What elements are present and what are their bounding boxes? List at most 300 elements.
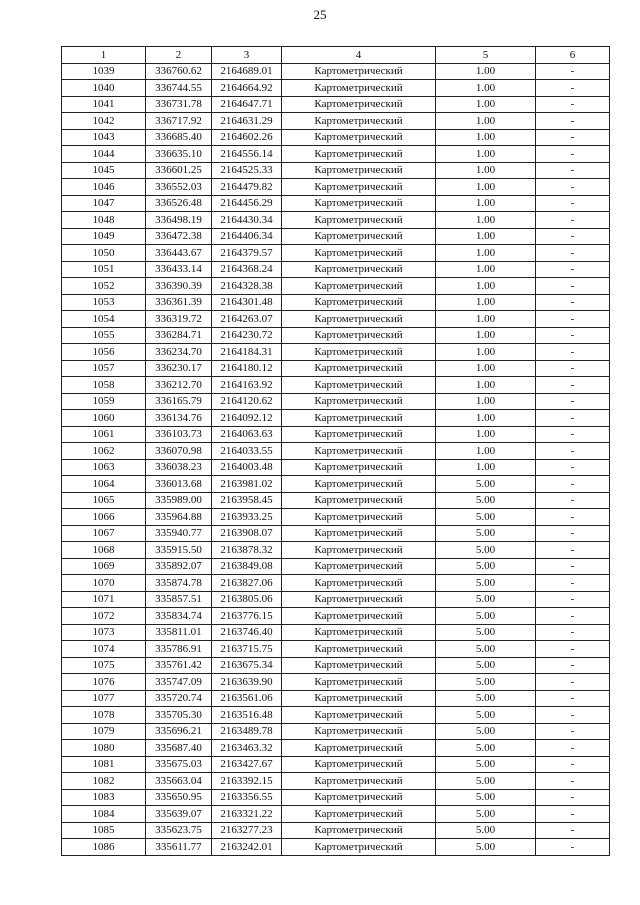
- table-row: [62, 575, 610, 592]
- y-coordinate-cell: 2163561.06: [212, 690, 282, 707]
- note-cell: -: [536, 113, 610, 130]
- accuracy-cell: 5.00: [436, 806, 536, 823]
- accuracy-cell: 1.00: [436, 426, 536, 443]
- note-cell: -: [536, 294, 610, 311]
- method-cell: Картометрический: [282, 426, 436, 443]
- method-cell: Картометрический: [282, 129, 436, 146]
- method-cell: Картометрический: [282, 476, 436, 493]
- method-cell: Картометрический: [282, 410, 436, 427]
- y-coordinate-cell: 2164479.82: [212, 179, 282, 196]
- y-coordinate-cell: 2164263.07: [212, 311, 282, 328]
- method-cell: Картометрический: [282, 839, 436, 856]
- point-number-cell: 1066: [62, 509, 146, 526]
- method-cell: Картометрический: [282, 459, 436, 476]
- x-coordinate-cell: 336319.72: [146, 311, 212, 328]
- note-cell: -: [536, 492, 610, 509]
- note-cell: -: [536, 228, 610, 245]
- accuracy-cell: 5.00: [436, 575, 536, 592]
- note-cell: -: [536, 806, 610, 823]
- table-row: [62, 459, 610, 476]
- method-cell: Картометрический: [282, 80, 436, 97]
- table-row: [62, 311, 610, 328]
- table-row: [62, 525, 610, 542]
- x-coordinate-cell: 336635.10: [146, 146, 212, 163]
- coordinates-table: [61, 46, 610, 856]
- accuracy-cell: 1.00: [436, 195, 536, 212]
- note-cell: -: [536, 459, 610, 476]
- table-row: [62, 723, 610, 740]
- method-cell: Картометрический: [282, 212, 436, 229]
- note-cell: -: [536, 195, 610, 212]
- table-row: [62, 360, 610, 377]
- note-cell: -: [536, 344, 610, 361]
- note-cell: -: [536, 690, 610, 707]
- point-number-cell: 1060: [62, 410, 146, 427]
- table-row: [62, 245, 610, 262]
- note-cell: -: [536, 443, 610, 460]
- method-cell: Картометрический: [282, 228, 436, 245]
- x-coordinate-cell: 336731.78: [146, 96, 212, 113]
- note-cell: -: [536, 740, 610, 757]
- y-coordinate-cell: 2164180.12: [212, 360, 282, 377]
- note-cell: -: [536, 63, 610, 80]
- point-number-cell: 1049: [62, 228, 146, 245]
- x-coordinate-cell: 336601.25: [146, 162, 212, 179]
- accuracy-cell: 5.00: [436, 542, 536, 559]
- method-cell: Картометрический: [282, 179, 436, 196]
- note-cell: -: [536, 509, 610, 526]
- point-number-cell: 1052: [62, 278, 146, 295]
- point-number-cell: 1042: [62, 113, 146, 130]
- note-cell: -: [536, 162, 610, 179]
- method-cell: Картометрический: [282, 789, 436, 806]
- x-coordinate-cell: 336284.71: [146, 327, 212, 344]
- note-cell: -: [536, 575, 610, 592]
- table-row: [62, 146, 610, 163]
- table-row: [62, 492, 610, 509]
- note-cell: -: [536, 789, 610, 806]
- point-number-cell: 1046: [62, 179, 146, 196]
- x-coordinate-cell: 336498.19: [146, 212, 212, 229]
- y-coordinate-cell: 2164301.48: [212, 294, 282, 311]
- accuracy-cell: 1.00: [436, 459, 536, 476]
- method-cell: Картометрический: [282, 657, 436, 674]
- method-cell: Картометрический: [282, 294, 436, 311]
- column-header: 6: [536, 47, 610, 64]
- accuracy-cell: 1.00: [436, 278, 536, 295]
- x-coordinate-cell: 336472.38: [146, 228, 212, 245]
- x-coordinate-cell: 335786.91: [146, 641, 212, 658]
- column-header: 4: [282, 47, 436, 64]
- accuracy-cell: 1.00: [436, 377, 536, 394]
- accuracy-cell: 5.00: [436, 839, 536, 856]
- note-cell: -: [536, 542, 610, 559]
- point-number-cell: 1039: [62, 63, 146, 80]
- accuracy-cell: 5.00: [436, 657, 536, 674]
- point-number-cell: 1083: [62, 789, 146, 806]
- point-number-cell: 1086: [62, 839, 146, 856]
- x-coordinate-cell: 335675.03: [146, 756, 212, 773]
- y-coordinate-cell: 2163746.40: [212, 624, 282, 641]
- accuracy-cell: 1.00: [436, 344, 536, 361]
- note-cell: -: [536, 146, 610, 163]
- point-number-cell: 1074: [62, 641, 146, 658]
- table-row: [62, 641, 610, 658]
- y-coordinate-cell: 2164092.12: [212, 410, 282, 427]
- accuracy-cell: 1.00: [436, 261, 536, 278]
- header-row: [62, 47, 610, 64]
- x-coordinate-cell: 336038.23: [146, 459, 212, 476]
- method-cell: Картометрический: [282, 261, 436, 278]
- point-number-cell: 1041: [62, 96, 146, 113]
- table-row: [62, 327, 610, 344]
- method-cell: Картометрический: [282, 608, 436, 625]
- accuracy-cell: 1.00: [436, 146, 536, 163]
- point-number-cell: 1061: [62, 426, 146, 443]
- note-cell: -: [536, 80, 610, 97]
- method-cell: Картометрический: [282, 327, 436, 344]
- table-row: [62, 113, 610, 130]
- point-number-cell: 1073: [62, 624, 146, 641]
- y-coordinate-cell: 2163356.55: [212, 789, 282, 806]
- accuracy-cell: 5.00: [436, 509, 536, 526]
- page-number: 25: [313, 7, 327, 22]
- accuracy-cell: 5.00: [436, 756, 536, 773]
- accuracy-cell: 5.00: [436, 624, 536, 641]
- accuracy-cell: 1.00: [436, 179, 536, 196]
- method-cell: Картометрический: [282, 690, 436, 707]
- accuracy-cell: 1.00: [436, 327, 536, 344]
- note-cell: -: [536, 608, 610, 625]
- x-coordinate-cell: 335611.77: [146, 839, 212, 856]
- x-coordinate-cell: 335705.30: [146, 707, 212, 724]
- point-number-cell: 1063: [62, 459, 146, 476]
- point-number-cell: 1080: [62, 740, 146, 757]
- x-coordinate-cell: 336744.55: [146, 80, 212, 97]
- table-row: [62, 195, 610, 212]
- point-number-cell: 1077: [62, 690, 146, 707]
- x-coordinate-cell: 335639.07: [146, 806, 212, 823]
- method-cell: Картометрический: [282, 393, 436, 410]
- table-row: [62, 806, 610, 823]
- y-coordinate-cell: 2163489.78: [212, 723, 282, 740]
- point-number-cell: 1043: [62, 129, 146, 146]
- y-coordinate-cell: 2164120.62: [212, 393, 282, 410]
- accuracy-cell: 5.00: [436, 476, 536, 493]
- x-coordinate-cell: 336134.76: [146, 410, 212, 427]
- point-number-cell: 1075: [62, 657, 146, 674]
- accuracy-cell: 1.00: [436, 311, 536, 328]
- method-cell: Картометрический: [282, 624, 436, 641]
- accuracy-cell: 5.00: [436, 641, 536, 658]
- x-coordinate-cell: 336070.98: [146, 443, 212, 460]
- method-cell: Картометрический: [282, 443, 436, 460]
- note-cell: -: [536, 327, 610, 344]
- point-number-cell: 1053: [62, 294, 146, 311]
- note-cell: -: [536, 377, 610, 394]
- accuracy-cell: 5.00: [436, 789, 536, 806]
- table-row: [62, 80, 610, 97]
- table-row: [62, 657, 610, 674]
- table-row: [62, 476, 610, 493]
- accuracy-cell: 1.00: [436, 410, 536, 427]
- y-coordinate-cell: 2163933.25: [212, 509, 282, 526]
- table-row: [62, 278, 610, 295]
- y-coordinate-cell: 2163715.75: [212, 641, 282, 658]
- accuracy-cell: 1.00: [436, 294, 536, 311]
- y-coordinate-cell: 2164184.31: [212, 344, 282, 361]
- table-row: [62, 212, 610, 229]
- accuracy-cell: 5.00: [436, 707, 536, 724]
- accuracy-cell: 1.00: [436, 63, 536, 80]
- table-row: [62, 608, 610, 625]
- x-coordinate-cell: 336433.14: [146, 261, 212, 278]
- table-row: [62, 839, 610, 856]
- method-cell: Картометрический: [282, 773, 436, 790]
- x-coordinate-cell: 336230.17: [146, 360, 212, 377]
- point-number-cell: 1085: [62, 822, 146, 839]
- y-coordinate-cell: 2163981.02: [212, 476, 282, 493]
- table-row: [62, 443, 610, 460]
- point-number-cell: 1040: [62, 80, 146, 97]
- method-cell: Картометрический: [282, 311, 436, 328]
- y-coordinate-cell: 2163242.01: [212, 839, 282, 856]
- y-coordinate-cell: 2164230.72: [212, 327, 282, 344]
- note-cell: -: [536, 476, 610, 493]
- note-cell: -: [536, 839, 610, 856]
- x-coordinate-cell: 335720.74: [146, 690, 212, 707]
- y-coordinate-cell: 2163392.15: [212, 773, 282, 790]
- table-row: [62, 624, 610, 641]
- accuracy-cell: 5.00: [436, 723, 536, 740]
- x-coordinate-cell: 336552.03: [146, 179, 212, 196]
- x-coordinate-cell: 335811.01: [146, 624, 212, 641]
- table-row: [62, 822, 610, 839]
- y-coordinate-cell: 2163908.07: [212, 525, 282, 542]
- y-coordinate-cell: 2164664.92: [212, 80, 282, 97]
- accuracy-cell: 5.00: [436, 492, 536, 509]
- point-number-cell: 1081: [62, 756, 146, 773]
- method-cell: Картометрический: [282, 591, 436, 608]
- method-cell: Картометрический: [282, 377, 436, 394]
- y-coordinate-cell: 2163805.06: [212, 591, 282, 608]
- point-number-cell: 1065: [62, 492, 146, 509]
- x-coordinate-cell: 335892.07: [146, 558, 212, 575]
- note-cell: -: [536, 96, 610, 113]
- x-coordinate-cell: 335687.40: [146, 740, 212, 757]
- point-number-cell: 1071: [62, 591, 146, 608]
- method-cell: Картометрический: [282, 146, 436, 163]
- x-coordinate-cell: 335650.95: [146, 789, 212, 806]
- note-cell: -: [536, 360, 610, 377]
- method-cell: Картометрический: [282, 558, 436, 575]
- point-number-cell: 1057: [62, 360, 146, 377]
- accuracy-cell: 5.00: [436, 525, 536, 542]
- column-header: 5: [436, 47, 536, 64]
- method-cell: Картометрический: [282, 509, 436, 526]
- y-coordinate-cell: 2164689.01: [212, 63, 282, 80]
- method-cell: Картометрический: [282, 575, 436, 592]
- method-cell: Картометрический: [282, 162, 436, 179]
- accuracy-cell: 5.00: [436, 773, 536, 790]
- table-row: [62, 377, 610, 394]
- point-number-cell: 1051: [62, 261, 146, 278]
- note-cell: -: [536, 641, 610, 658]
- point-number-cell: 1056: [62, 344, 146, 361]
- table-row: [62, 294, 610, 311]
- note-cell: -: [536, 773, 610, 790]
- accuracy-cell: 1.00: [436, 162, 536, 179]
- point-number-cell: 1058: [62, 377, 146, 394]
- point-number-cell: 1072: [62, 608, 146, 625]
- accuracy-cell: 5.00: [436, 591, 536, 608]
- note-cell: -: [536, 278, 610, 295]
- y-coordinate-cell: 2164406.34: [212, 228, 282, 245]
- x-coordinate-cell: 335940.77: [146, 525, 212, 542]
- point-number-cell: 1059: [62, 393, 146, 410]
- note-cell: -: [536, 261, 610, 278]
- table-row: [62, 63, 610, 80]
- point-number-cell: 1069: [62, 558, 146, 575]
- x-coordinate-cell: 335761.42: [146, 657, 212, 674]
- point-number-cell: 1064: [62, 476, 146, 493]
- method-cell: Картометрический: [282, 674, 436, 691]
- x-coordinate-cell: 336212.70: [146, 377, 212, 394]
- y-coordinate-cell: 2164368.24: [212, 261, 282, 278]
- table-row: [62, 789, 610, 806]
- method-cell: Картометрический: [282, 344, 436, 361]
- x-coordinate-cell: 335623.75: [146, 822, 212, 839]
- table-row: [62, 344, 610, 361]
- table-header: [62, 47, 610, 64]
- accuracy-cell: 1.00: [436, 113, 536, 130]
- y-coordinate-cell: 2163277.23: [212, 822, 282, 839]
- method-cell: Картометрический: [282, 492, 436, 509]
- method-cell: Картометрический: [282, 641, 436, 658]
- accuracy-cell: 1.00: [436, 245, 536, 262]
- x-coordinate-cell: 336234.70: [146, 344, 212, 361]
- accuracy-cell: 5.00: [436, 608, 536, 625]
- y-coordinate-cell: 2163827.06: [212, 575, 282, 592]
- table-row: [62, 228, 610, 245]
- method-cell: Картометрический: [282, 113, 436, 130]
- y-coordinate-cell: 2163878.32: [212, 542, 282, 559]
- x-coordinate-cell: 335964.88: [146, 509, 212, 526]
- method-cell: Картометрический: [282, 195, 436, 212]
- y-coordinate-cell: 2164525.33: [212, 162, 282, 179]
- note-cell: -: [536, 410, 610, 427]
- y-coordinate-cell: 2164379.57: [212, 245, 282, 262]
- table-row: [62, 740, 610, 757]
- accuracy-cell: 5.00: [436, 674, 536, 691]
- accuracy-cell: 5.00: [436, 822, 536, 839]
- table-row: [62, 773, 610, 790]
- accuracy-cell: 5.00: [436, 558, 536, 575]
- method-cell: Картометрический: [282, 278, 436, 295]
- accuracy-cell: 1.00: [436, 212, 536, 229]
- note-cell: -: [536, 591, 610, 608]
- accuracy-cell: 1.00: [436, 96, 536, 113]
- point-number-cell: 1055: [62, 327, 146, 344]
- accuracy-cell: 5.00: [436, 690, 536, 707]
- note-cell: -: [536, 657, 610, 674]
- table-row: [62, 690, 610, 707]
- accuracy-cell: 1.00: [436, 393, 536, 410]
- point-number-cell: 1078: [62, 707, 146, 724]
- x-coordinate-cell: 336013.68: [146, 476, 212, 493]
- x-coordinate-cell: 336526.48: [146, 195, 212, 212]
- point-number-cell: 1045: [62, 162, 146, 179]
- column-header: 3: [212, 47, 282, 64]
- point-number-cell: 1082: [62, 773, 146, 790]
- y-coordinate-cell: 2164602.26: [212, 129, 282, 146]
- x-coordinate-cell: 336443.67: [146, 245, 212, 262]
- table-row: [62, 542, 610, 559]
- point-number-cell: 1044: [62, 146, 146, 163]
- y-coordinate-cell: 2163427.67: [212, 756, 282, 773]
- y-coordinate-cell: 2163639.90: [212, 674, 282, 691]
- table-row: [62, 96, 610, 113]
- table-row: [62, 426, 610, 443]
- note-cell: -: [536, 723, 610, 740]
- method-cell: Картометрический: [282, 707, 436, 724]
- y-coordinate-cell: 2164430.34: [212, 212, 282, 229]
- accuracy-cell: 1.00: [436, 228, 536, 245]
- method-cell: Картометрический: [282, 740, 436, 757]
- point-number-cell: 1062: [62, 443, 146, 460]
- note-cell: -: [536, 674, 610, 691]
- point-number-cell: 1084: [62, 806, 146, 823]
- accuracy-cell: 1.00: [436, 80, 536, 97]
- x-coordinate-cell: 336717.92: [146, 113, 212, 130]
- note-cell: -: [536, 756, 610, 773]
- table-row: [62, 707, 610, 724]
- note-cell: -: [536, 822, 610, 839]
- method-cell: Картометрический: [282, 525, 436, 542]
- table-body: [62, 63, 610, 855]
- table-row: [62, 756, 610, 773]
- point-number-cell: 1054: [62, 311, 146, 328]
- x-coordinate-cell: 336361.39: [146, 294, 212, 311]
- accuracy-cell: 1.00: [436, 443, 536, 460]
- table-row: [62, 162, 610, 179]
- accuracy-cell: 5.00: [436, 740, 536, 757]
- x-coordinate-cell: 335747.09: [146, 674, 212, 691]
- note-cell: -: [536, 129, 610, 146]
- point-number-cell: 1048: [62, 212, 146, 229]
- y-coordinate-cell: 2164033.55: [212, 443, 282, 460]
- y-coordinate-cell: 2163463.32: [212, 740, 282, 757]
- method-cell: Картометрический: [282, 63, 436, 80]
- column-header: 1: [62, 47, 146, 64]
- table-row: [62, 179, 610, 196]
- y-coordinate-cell: 2164631.29: [212, 113, 282, 130]
- method-cell: Картометрический: [282, 822, 436, 839]
- column-header: 2: [146, 47, 212, 64]
- method-cell: Картометрический: [282, 542, 436, 559]
- table-row: [62, 674, 610, 691]
- note-cell: -: [536, 558, 610, 575]
- table-row: [62, 509, 610, 526]
- y-coordinate-cell: 2164456.29: [212, 195, 282, 212]
- x-coordinate-cell: 335874.78: [146, 575, 212, 592]
- table-row: [62, 129, 610, 146]
- note-cell: -: [536, 525, 610, 542]
- note-cell: -: [536, 426, 610, 443]
- y-coordinate-cell: 2163776.15: [212, 608, 282, 625]
- x-coordinate-cell: 336760.62: [146, 63, 212, 80]
- point-number-cell: 1079: [62, 723, 146, 740]
